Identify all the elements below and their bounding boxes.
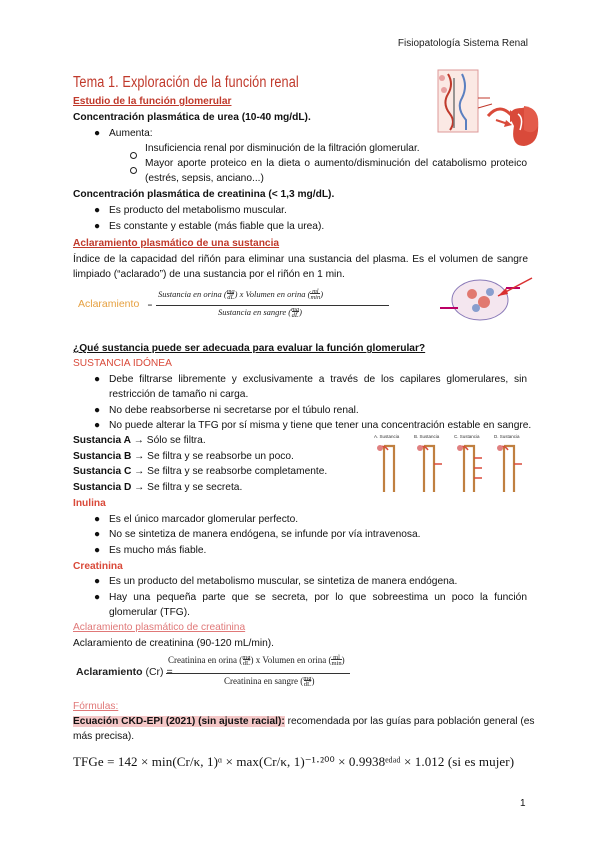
formula-2-numerator: Creatinina en orina (mg dL) x Volumen en orina ( ml min) bbox=[168, 654, 345, 667]
urea-bullet-aumenta: Aumenta: bbox=[109, 128, 153, 139]
creat-bullet-2: Es constante y estable (más fiable que la urea). bbox=[109, 221, 325, 232]
aclaramiento-paragraph-1: Índice de la capacidad del riñón para eliminar una sustancia del plasma. Es el volumen de sangre bbox=[73, 254, 528, 265]
bullet: ● bbox=[94, 592, 101, 603]
ckd-epi-line bbox=[73, 715, 535, 729]
substance-c-name: Sustancia C bbox=[73, 466, 132, 477]
frac-bot: min bbox=[310, 294, 321, 302]
frac-top: mg bbox=[226, 288, 235, 296]
formula-1-label: Aclaramiento bbox=[78, 298, 140, 310]
tubule-diagrams bbox=[374, 434, 534, 496]
ideal-substance-heading: SUSTANCIA IDÓNEA bbox=[73, 358, 172, 369]
tubule-label-d: D. Sustancia bbox=[494, 434, 520, 439]
urea-sub-2a: Mayor aporte proteico en la dieta o aumento/disminución del catabolismo proteico bbox=[145, 158, 527, 169]
frac-top: mg bbox=[291, 306, 300, 314]
ckd-epi-title: Ecuación CKD-EPI (2021) (sin ajuste racial): bbox=[73, 716, 285, 727]
formula-2-label bbox=[76, 666, 173, 678]
acl-creatinina-heading: Aclaramiento plasmático de creatinina bbox=[73, 622, 246, 633]
formula-2-label-text: Aclaramiento bbox=[76, 666, 143, 678]
tfg-formula: TFGe = 142 × min(Cr/κ, 1)ᵅ × max(Cr/κ, 1)⁻¹·²⁰⁰ × 0.9938ᵉᵈᵃᵈ × 1.012 (si es mujer) bbox=[73, 754, 515, 769]
ckd-epi-desc: recomendada por las guías para población general (es bbox=[284, 716, 535, 727]
frac-bot: dL bbox=[291, 312, 299, 320]
formula-2-label-cr: (Cr) = bbox=[145, 666, 173, 678]
acl-creatinina-line: Aclaramiento de creatinina (90-120 mL/min). bbox=[73, 638, 275, 649]
kidney-arrow-illustration bbox=[480, 96, 552, 136]
bullet: ● bbox=[94, 514, 101, 525]
formula-2-fraction-line bbox=[166, 673, 350, 674]
inulina-bullet-2: No se sintetiza de manera endógena, se infunde por vía intravenosa. bbox=[109, 529, 421, 540]
formula-1-equals: = bbox=[147, 300, 153, 310]
frac-top: ml bbox=[312, 288, 319, 296]
bullet: ● bbox=[94, 405, 101, 416]
tubule-label-a: A. Sustancia bbox=[374, 434, 400, 439]
creatinine-concentration: Concentración plasmática de creatinina (< 1,3 mg/dL). bbox=[73, 189, 335, 200]
bullet: ● bbox=[94, 221, 101, 232]
tubule-label-c: C. Sustancia bbox=[454, 434, 480, 439]
substance-d-text: → Se filtra y se secreta. bbox=[131, 482, 243, 493]
ideal-bullet-1b: restricción de tamaño ni carga. bbox=[109, 389, 249, 400]
bullet: ● bbox=[94, 545, 101, 556]
formulas-heading: Fórmulas: bbox=[73, 701, 119, 712]
urea-sub-2b: (estrés, sepsis, anciano...) bbox=[145, 173, 264, 184]
section-heading-glomerular: Estudio de la función glomerular bbox=[73, 96, 232, 107]
tubule-svg bbox=[374, 442, 534, 496]
bullet: ● bbox=[94, 374, 101, 385]
frac-top: ml bbox=[333, 654, 340, 661]
formula-1-numerator: Sustancia en orina (mg dL) x Volumen en orina ( ml min) bbox=[158, 288, 324, 302]
ckd-epi-line-2: más precisa). bbox=[73, 731, 135, 742]
ideal-bullet-2: No debe reabsorberse ni secretarse por el túbulo renal. bbox=[109, 405, 359, 416]
creatinina-bullet-2a: Hay una pequeña parte que se secreta, por lo que sobreestima un poco la función bbox=[109, 592, 527, 603]
creatinina-heading: Creatinina bbox=[73, 561, 123, 572]
frac-bot: dL bbox=[227, 294, 235, 302]
substance-c-text: → Se filtra y se reabsorbe completamente. bbox=[131, 466, 328, 477]
page-number: 1 bbox=[520, 798, 526, 809]
frac-top: mg bbox=[303, 675, 312, 682]
ideal-bullet-3: No puede alterar la TFG por sí misma y tiene que tener una concentración estable en sangre. bbox=[109, 420, 532, 431]
formula-1-fraction-line bbox=[156, 305, 389, 306]
formula-1-num-text: Sustancia en orina bbox=[158, 289, 222, 299]
formula-2-denominator: Creatinina en sangre (mg dL) bbox=[224, 675, 315, 688]
substance-c bbox=[73, 465, 327, 479]
ideal-bullet-1a: Debe filtrarse libremente y exclusivamente a través de los capilares glomerulares, sin bbox=[109, 374, 527, 385]
substance-d bbox=[73, 481, 242, 495]
page-title: Tema 1. Exploración de la función renal bbox=[73, 74, 299, 91]
bullet: ● bbox=[94, 529, 101, 540]
substance-b bbox=[73, 450, 294, 464]
tubule-label-b: B. Sustancia bbox=[414, 434, 440, 439]
substance-b-text: → Se filtra y se reabsorbe un poco. bbox=[131, 451, 294, 462]
urea-concentration: Concentración plasmática de urea (10-40 mg/dL). bbox=[73, 112, 311, 123]
creatinina-bullet-2b: glomerular (TFG). bbox=[109, 607, 190, 618]
inulina-heading: Inulina bbox=[73, 498, 106, 509]
circle-bullet bbox=[130, 161, 137, 179]
inulina-bullet-3: Es mucho más fiable. bbox=[109, 545, 207, 556]
section-heading-aclaramiento: Aclaramiento plasmático de una sustancia bbox=[73, 238, 280, 249]
creatinina-bullet-1: Es un producto del metabolismo muscular, se sintetiza de manera endógena. bbox=[109, 576, 458, 587]
inulina-bullet-1: Es el único marcador glomerular perfecto. bbox=[109, 514, 299, 525]
formula-2-den-text: Creatinina en sangre bbox=[224, 676, 298, 687]
frac-bot: dL bbox=[303, 681, 311, 688]
substance-d-name: Sustancia D bbox=[73, 482, 132, 493]
bullet: ● bbox=[94, 128, 101, 139]
creat-bullet-1: Es producto del metabolismo muscular. bbox=[109, 205, 287, 216]
formula-2-num-text: Creatinina en orina bbox=[168, 655, 237, 666]
substance-a-name: Sustancia A bbox=[73, 435, 131, 446]
formula-1-den-text: Sustancia en sangre bbox=[218, 307, 287, 317]
urea-sub-1: Insuficiencia renal por disminución de la filtración glomerular. bbox=[145, 143, 420, 154]
bullet: ● bbox=[94, 205, 101, 216]
bullet: ● bbox=[94, 576, 101, 587]
aclaramiento-paragraph-2: limpiado (“aclarado”) de una sustancia por el riñón en 1 min. bbox=[73, 269, 345, 280]
formula-1-denominator: Sustancia en sangre (mg dL) bbox=[218, 306, 302, 320]
frac-bot: dL bbox=[242, 660, 250, 667]
question-heading: ¿Qué sustancia puede ser adecuada para evaluar la función glomerular? bbox=[73, 343, 426, 354]
bullet: ● bbox=[94, 420, 101, 431]
substance-a bbox=[73, 434, 206, 448]
glomerulus-illustration bbox=[436, 272, 536, 330]
formula-2-num-mid: x Volumen en orina bbox=[253, 655, 329, 666]
substance-a-text: → Sólo se filtra. bbox=[130, 435, 206, 446]
frac-top: mg bbox=[242, 654, 251, 661]
formula-1-num-mid: x Volumen en orina bbox=[237, 289, 308, 299]
page-header: Fisiopatología Sistema Renal bbox=[397, 38, 528, 49]
substance-b-name: Sustancia B bbox=[73, 451, 132, 462]
frac-bot: min bbox=[331, 660, 342, 667]
